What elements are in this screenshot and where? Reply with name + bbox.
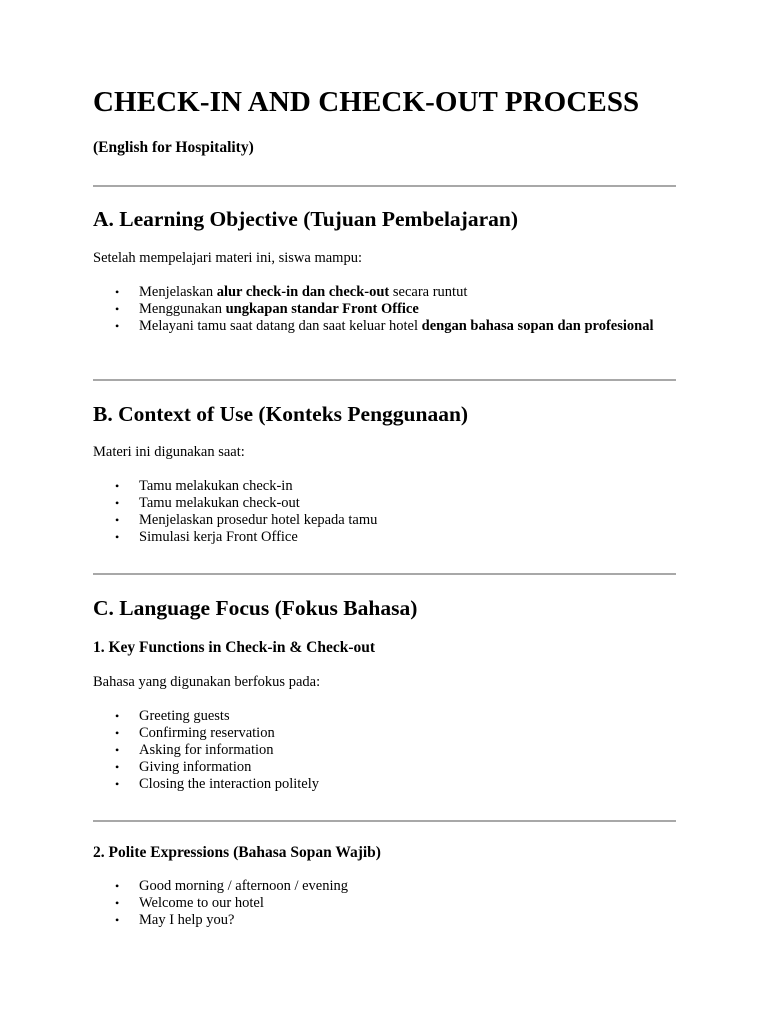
list-item: • Good morning / afternoon / evening <box>115 878 348 894</box>
bullet-icon: • <box>115 530 120 544</box>
list-item: • May I help you? <box>115 912 235 928</box>
section-c2-list <box>93 878 676 929</box>
list-item: • Menjelaskan prosedur hotel kepada tamu <box>115 512 378 528</box>
bullet-icon: • <box>115 913 120 927</box>
section-b-list <box>93 478 676 546</box>
page-title: CHECK-IN AND CHECK-OUT PROCESS <box>93 86 640 118</box>
bullet-icon: • <box>115 285 120 299</box>
divider <box>93 379 676 381</box>
list-item: • Greeting guests <box>115 708 230 724</box>
list-item: • Confirming reservation <box>115 725 275 741</box>
section-c2-heading: 2. Polite Expressions (Bahasa Sopan Wajib) <box>93 844 381 861</box>
bullet-icon: • <box>115 726 120 740</box>
list-item: • Tamu melakukan check-in <box>115 478 293 494</box>
section-c-heading: C. Language Focus (Fokus Bahasa) <box>93 596 418 620</box>
bullet-icon: • <box>115 496 120 510</box>
bullet-icon: • <box>115 743 120 757</box>
bullet-icon: • <box>115 896 120 910</box>
bullet-icon: • <box>115 319 120 333</box>
section-a-heading: A. Learning Objective (Tujuan Pembelajaran) <box>93 207 519 231</box>
list-item: • Closing the interaction politely <box>115 776 320 792</box>
section-c1-intro: Bahasa yang digunakan berfokus pada: <box>93 674 321 690</box>
list-item: • Menjelaskan alur check-in dan check-out secara runtut <box>115 284 468 300</box>
section-c1-heading: 1. Key Functions in Check-in & Check-out <box>93 639 376 656</box>
section-b-intro: Materi ini digunakan saat: <box>93 444 245 460</box>
bullet-icon: • <box>115 709 120 723</box>
bullet-icon: • <box>115 879 120 893</box>
bullet-icon: • <box>115 302 120 316</box>
bullet-icon: • <box>115 777 120 791</box>
list-item: • Simulasi kerja Front Office <box>115 529 298 545</box>
divider <box>93 820 676 822</box>
list-item: • Tamu melakukan check-out <box>115 495 300 511</box>
section-a-intro: Setelah mempelajari materi ini, siswa mampu: <box>93 250 362 266</box>
bullet-icon: • <box>115 760 120 774</box>
page-subtitle: (English for Hospitality) <box>93 139 254 156</box>
list-item: • Asking for information <box>115 742 274 758</box>
section-c1-list <box>93 708 676 793</box>
bullet-icon: • <box>115 479 120 493</box>
list-item: • Giving information <box>115 759 252 775</box>
section-a-list <box>93 284 676 335</box>
bullet-icon: • <box>115 513 120 527</box>
list-item: • Melayani tamu saat datang dan saat keluar hotel dengan bahasa sopan dan profesional <box>115 318 654 334</box>
list-item: • Menggunakan ungkapan standar Front Office <box>115 301 419 317</box>
divider <box>93 573 676 575</box>
section-b-heading: B. Context of Use (Konteks Penggunaan) <box>93 402 469 426</box>
list-item: • Welcome to our hotel <box>115 895 264 911</box>
divider <box>93 185 676 187</box>
